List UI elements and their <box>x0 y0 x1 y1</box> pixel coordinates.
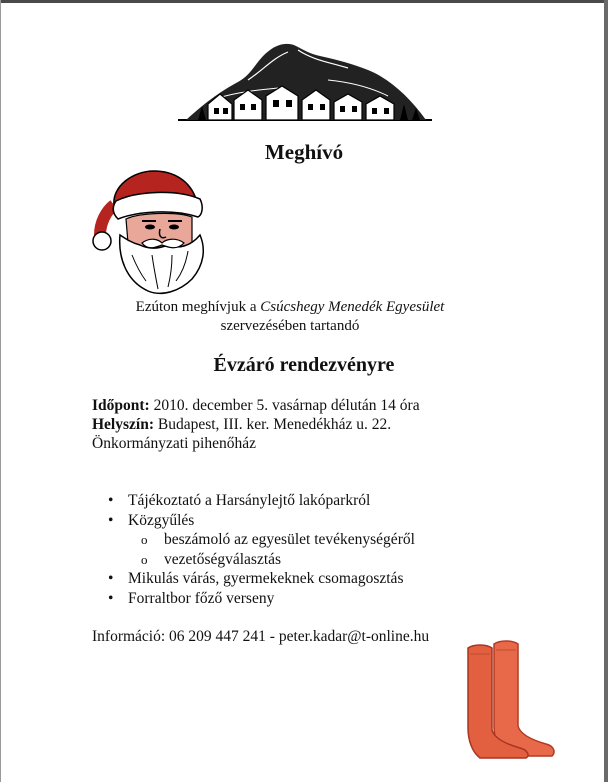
list-item <box>108 511 508 531</box>
bullet-icon: • <box>108 492 114 509</box>
santa-claus-icon <box>92 165 214 297</box>
window-top-border <box>0 0 608 3</box>
time-value: 2010. december 5. vasárnap délután 14 óra <box>149 397 420 414</box>
sub-list-item <box>108 530 508 550</box>
list-item <box>108 589 508 609</box>
place-detail: Önkormányzati pihenőház <box>92 435 256 452</box>
list-item-label: Forraltbor főző verseny <box>128 589 275 607</box>
red-boots-icon <box>460 630 560 760</box>
event-details <box>92 396 512 453</box>
intro-prefix: Ezúton meghívjuk a <box>135 299 261 315</box>
bullet-icon: • <box>108 589 114 607</box>
page-title: Meghívó <box>264 140 344 164</box>
circle-bullet-icon: o <box>141 532 148 547</box>
bullet-icon: • <box>108 511 114 529</box>
window-left-border <box>0 0 1 782</box>
sub-list-item-label: beszámoló az egyesület tevékenységéről <box>164 531 415 548</box>
place-value: Budapest, III. ker. Menedékház u. 22. <box>154 416 392 433</box>
contact-info: Információ: 06 209 447 241 - peter.kadar@t-online.hu <box>92 628 430 645</box>
list-item-label: Mikulás várás, gyermekeknek csomagosztás <box>128 570 404 587</box>
hillside-town-icon <box>178 40 432 122</box>
event-title: Évzáró rendezvényre <box>213 354 395 376</box>
intro-text <box>100 298 480 336</box>
circle-bullet-icon: o <box>141 551 148 567</box>
intro-suffix: szervezésében tartandó <box>220 318 360 334</box>
bullet-icon: • <box>108 570 114 587</box>
sub-list-item-label: vezetőségválasztás <box>164 550 282 568</box>
sub-list-item <box>108 550 508 570</box>
time-label: Időpont: <box>92 397 150 414</box>
list-item-label: Közgyűlés <box>128 511 195 529</box>
organization-name: Csúcshegy Menedék Egyesület <box>260 299 445 315</box>
time-line <box>92 396 512 415</box>
program-list <box>108 491 508 608</box>
place-label: Helyszín: <box>92 416 154 433</box>
place-line <box>92 415 512 434</box>
list-item-label: Tájékoztató a Harsánylejtő lakóparkról <box>128 492 371 509</box>
list-item <box>108 491 508 511</box>
window-right-border <box>604 0 608 782</box>
list-item <box>108 569 508 589</box>
